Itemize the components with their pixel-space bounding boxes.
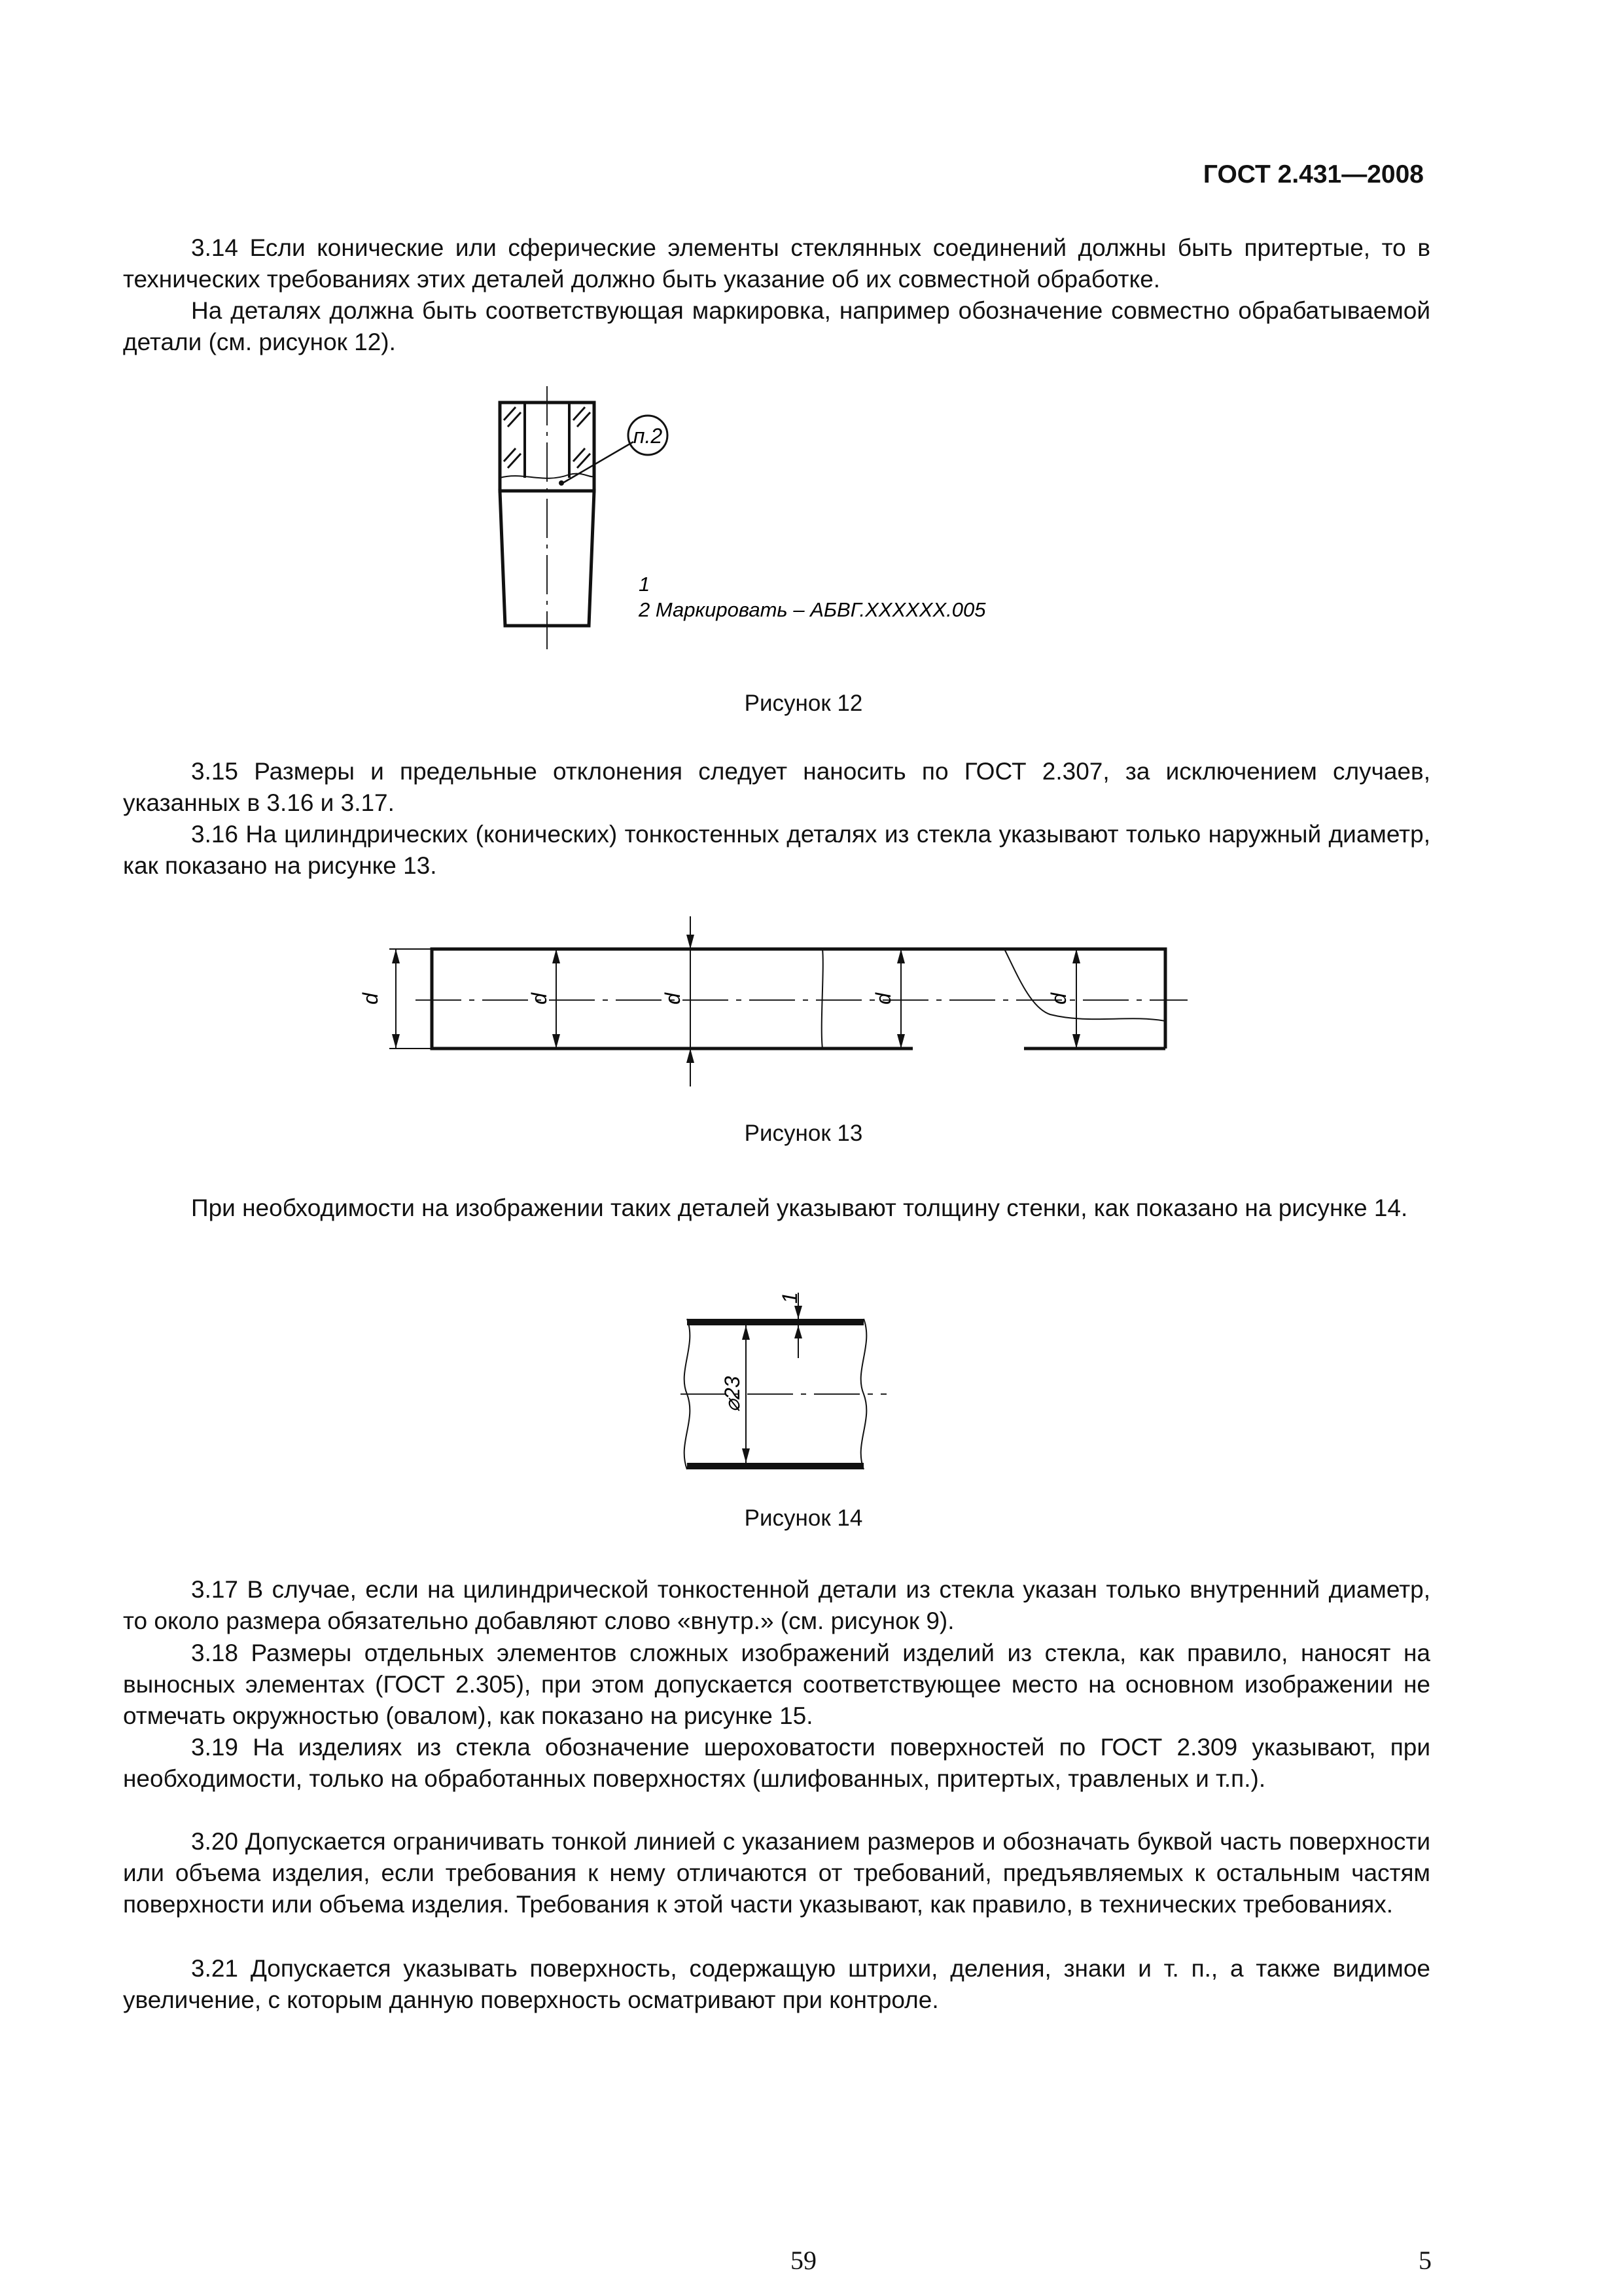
fig13-break-line-1: [822, 949, 823, 1049]
footer-page-number-right: 5: [1419, 2246, 1432, 2275]
fig13-break-line-2: [1004, 949, 1165, 1021]
fig13-dim-label-1: d: [359, 993, 382, 1005]
fig13-dim-lines: [389, 916, 1076, 1086]
paragraph-3-17: 3.17 В случае, если на цилиндрической тонкостенной детали из стекла указан только внутренний диаметр, то около размера обязательно добавляют слово «внутр.» (см. рисунок 9).: [123, 1576, 1430, 1634]
fig13-dim-label-2: d: [527, 993, 551, 1005]
figure-13-drawing: [357, 910, 1201, 1093]
fig14-top-wall: [687, 1319, 864, 1325]
paragraph-wall-thickness: При необходимости на изображении таких деталей указывают толщину стенки, как показано на рисунке 14.: [191, 1194, 1408, 1221]
fig14-wall-label: 1: [778, 1292, 802, 1304]
fig12-leader-line: [563, 442, 633, 483]
figure-14-drawing: [661, 1280, 896, 1476]
fig14-break-right: [861, 1319, 867, 1469]
fig13-dim-label-3: d: [661, 993, 684, 1005]
fig12-note-line1: 1: [639, 573, 650, 596]
figure-12-caption: Рисунок 12: [744, 691, 863, 716]
fig14-diameter-label: ⌀23: [720, 1376, 744, 1412]
fig12-note-line2: 2 Маркировать – АБВГ.XXXXXX.005: [639, 598, 986, 621]
figure-13-caption: Рисунок 13: [744, 1121, 863, 1146]
fig13-dim-label-5: d: [1047, 993, 1070, 1005]
paragraph-3-21: 3.21 Допускается указывать поверхность, содержащую штрихи, деления, знаки и т. п., а также видимое увеличение, с которым данную поверхность осматривают при контроле.: [123, 1955, 1430, 2013]
figure-12-drawing: [484, 380, 1112, 655]
fig13-arrowheads: [392, 935, 1080, 1063]
paragraph-3-20: 3.20 Допускается ограничивать тонкой линией с указанием размеров и обозначать буквой часть поверхности или объема изделия, если требования к нему отличаются от требований, предъявляемых к остальным частям поверхности или объема изделия. Требования к этой части указывают, как правило, в технических требованиях.: [123, 1828, 1430, 1918]
paragraph-3-18: 3.18 Размеры отдельных элементов сложных изображений изделий из стекла, как правило, наносят на выносных элементах (ГОСТ 2.305), при этом допускается соответствующее место на основном изображении не отмечать окружностью (овалом), как показано на рисунке 15.: [123, 1640, 1430, 1729]
document-header: ГОСТ 2.431—2008: [1203, 160, 1424, 188]
fig12-leader-dot: [559, 480, 564, 486]
figure-14-caption: Рисунок 14: [744, 1505, 863, 1531]
paragraph-3-19: 3.19 На изделиях из стекла обозначение шероховатости поверхностей по ГОСТ 2.309 указывают, при необходимости, только на обработанных поверхностях (шлифованных, притертых, травленых и т.п.).: [123, 1734, 1430, 1792]
paragraph-3-15: 3.15 Размеры и предельные отклонения следует наносить по ГОСТ 2.307, за исключением случаев, указанных в 3.16 и 3.17.: [123, 758, 1430, 816]
fig13-tube-left: [432, 949, 822, 1049]
paragraph-3-14-marking: На деталях должна быть соответствующая маркировка, например обозначение совместно обрабатываемой детали (см. рисунок 12).: [123, 297, 1430, 355]
footer-page-number-center: 59: [790, 2246, 817, 2275]
paragraph-3-14: 3.14 Если конические или сферические элементы стеклянных соединений должны быть притертые, то в технических требованиях этих деталей должно быть указание об их совместной обработке.: [123, 234, 1430, 293]
fig14-bottom-wall: [687, 1463, 864, 1469]
fig13-dim-label-4: d: [872, 993, 895, 1005]
paragraph-3-16: 3.16 На цилиндрических (конических) тонкостенных деталях из стекла указывают только наружный диаметр, как показано на рисунке 13.: [123, 821, 1430, 879]
fig12-callout-label: п.2: [633, 424, 663, 448]
